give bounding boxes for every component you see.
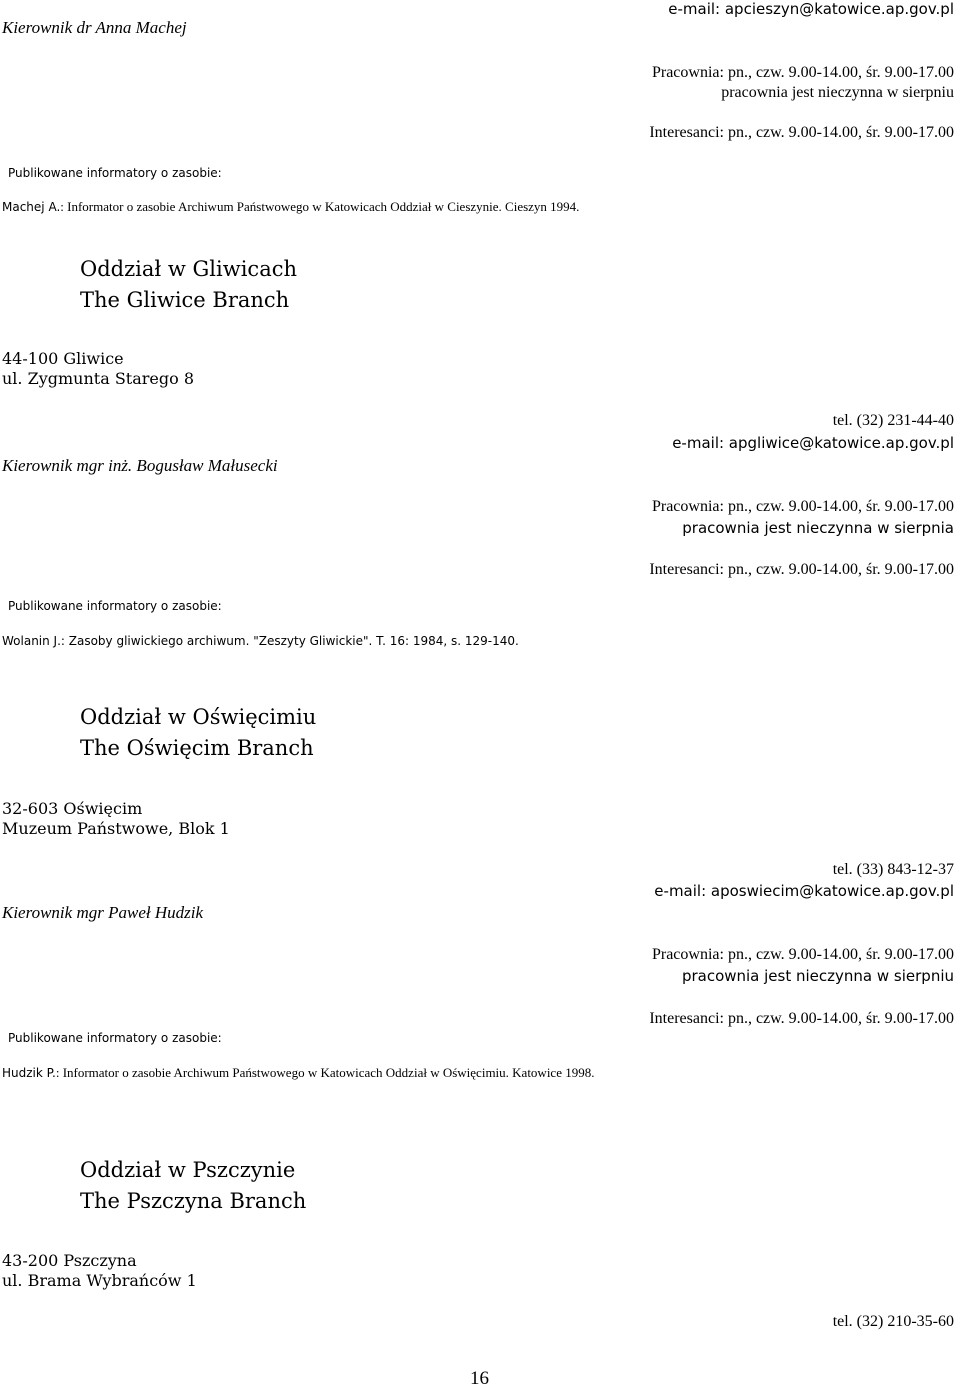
gliwice-email: e-mail: apgliwice@katowice.ap.gov.pl xyxy=(672,434,954,452)
pszczyna-address-line2: ul. Brama Wybrańców 1 xyxy=(2,1271,197,1290)
cieszyn-email: e-mail: apcieszyn@katowice.ap.gov.pl xyxy=(668,0,954,18)
pszczyna-address-line1: 43-200 Pszczyna xyxy=(2,1251,137,1270)
cieszyn-manager: Kierownik dr Anna Machej xyxy=(2,18,187,37)
cieszyn-workroom-hours: Pracownia: pn., czw. 9.00-14.00, śr. 9.00-17.00 xyxy=(651,64,954,81)
pszczyna-phone: tel. (32) 210-35-60 xyxy=(832,1313,954,1330)
cieszyn-pub-author: Machej A. xyxy=(2,200,61,214)
pszczyna-heading xyxy=(80,1155,306,1217)
gliwice-address-line2: ul. Zygmunta Starego 8 xyxy=(2,369,195,388)
oswiecim-heading xyxy=(80,702,316,764)
cieszyn-visitor-hours: Interesanci: pn., czw. 9.00-14.00, śr. 9.00-17.00 xyxy=(649,124,954,141)
oswiecim-publication xyxy=(2,1064,594,1082)
oswiecim-title-pl: Oddział w Oświęcimiu xyxy=(80,705,317,729)
oswiecim-workroom-hours: Pracownia: pn., czw. 9.00-14.00, śr. 9.00-17.00 xyxy=(651,946,954,963)
oswiecim-phone: tel. (33) 843-12-37 xyxy=(832,861,954,878)
oswiecim-publications-label: Publikowane informatory o zasobie: xyxy=(8,1031,222,1045)
gliwice-title-en: The Gliwice Branch xyxy=(80,288,290,312)
oswiecim-pub-text: : Informator o zasobie Archiwum Państwowego w Katowicach Oddział w Oświęcimiu. Katowice 1998. xyxy=(55,1065,595,1080)
pszczyna-title-pl: Oddział w Pszczynie xyxy=(80,1158,296,1182)
oswiecim-address-line2: Muzeum Państwowe, Blok 1 xyxy=(2,819,230,838)
gliwice-manager: Kierownik mgr inż. Bogusław Małusecki xyxy=(2,456,278,475)
oswiecim-address-line1: 32-603 Oświęcim xyxy=(2,799,143,818)
oswiecim-pub-author: Hudzik P. xyxy=(2,1066,56,1080)
gliwice-pub-author: Wolanin J. xyxy=(2,634,61,648)
gliwice-closed-note: pracownia jest nieczynna w sierpnia xyxy=(682,519,954,537)
gliwice-address-line1: 44-100 Gliwice xyxy=(2,349,124,368)
gliwice-publication xyxy=(2,632,519,650)
oswiecim-manager: Kierownik mgr Paweł Hudzik xyxy=(2,903,203,922)
cieszyn-publication xyxy=(2,198,579,216)
cieszyn-publications-label: Publikowane informatory o zasobie: xyxy=(8,166,222,180)
oswiecim-email: e-mail: aposwiecim@katowice.ap.gov.pl xyxy=(654,882,954,900)
gliwice-title-pl: Oddział w Gliwicach xyxy=(80,257,298,281)
gliwice-address xyxy=(2,349,194,389)
oswiecim-address xyxy=(2,799,230,839)
page-number: 16 xyxy=(470,1368,489,1389)
pszczyna-title-en: The Pszczyna Branch xyxy=(80,1189,307,1213)
gliwice-heading xyxy=(80,254,297,316)
cieszyn-closed-note: pracownia jest nieczynna w sierpniu xyxy=(721,84,954,101)
oswiecim-closed-note: pracownia jest nieczynna w sierpniu xyxy=(681,967,954,985)
pszczyna-address xyxy=(2,1251,197,1291)
gliwice-visitor-hours: Interesanci: pn., czw. 9.00-14.00, śr. 9.00-17.00 xyxy=(649,561,954,578)
oswiecim-title-en: The Oświęcim Branch xyxy=(80,736,314,760)
gliwice-publications-label: Publikowane informatory o zasobie: xyxy=(8,599,222,613)
oswiecim-visitor-hours: Interesanci: pn., czw. 9.00-14.00, śr. 9.00-17.00 xyxy=(649,1010,954,1027)
cieszyn-pub-text: : Informator o zasobie Archiwum Państwowego w Katowicach Oddział w Cieszynie. Cieszyn 1994. xyxy=(60,199,580,214)
gliwice-pub-text: : Zasoby gliwickiego archiwum. "Zeszyty Gliwickie". T. 16: 1984, s. 129-140. xyxy=(60,634,519,648)
gliwice-phone: tel. (32) 231-44-40 xyxy=(832,412,954,429)
gliwice-workroom-hours: Pracownia: pn., czw. 9.00-14.00, śr. 9.00-17.00 xyxy=(651,498,954,515)
